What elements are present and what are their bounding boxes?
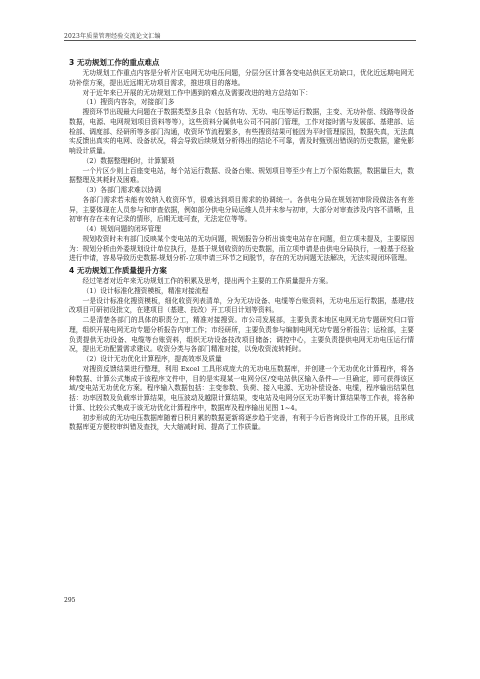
section-3-item-3-title: （3）各部门需求难以协调 [82, 186, 162, 194]
section-3-paragraph-1: 无功规划工作重点内容是分析片区电网无功电压问题，分层分区计算各变电站供区无功缺口，优化近远期电网无功补偿方案，提出近远期无功项目需求，推进项目的落地。 [69, 69, 414, 87]
section-3-item-2-body: 一个片区少则上百座变电站，每个站运行数据、设备台账、规划项目等至少有上万个原始数据，数据量巨大，数据整理及其耗时及困难。 [69, 166, 414, 185]
section-3-heading: 3 无功规划工作的重点难点 [69, 58, 160, 67]
section-4-paragraph-1: 经过笔者对近年来无功规划工作的积累及思考，提出两个主要的工作质量提升方案。 [82, 277, 333, 285]
section-3-item-4-body: 规划收资时未有部门反映某个变电站的无功问题，规划报告分析出该变电站存在问题，但立项未提及，主要原因为：规划分析由外委规划设计单位执行，是基于规划收资的历史数据，而立项申请是由供电分局执行，一般基于经验进行申请，容易导致历史数据-规划分析-立项申请三环节之间脱节，存在的无功问题无法解决，无法实现闭环管理。 [69, 234, 414, 263]
section-4-item-2-body-1: 对搜资反馈结果进行整理，利用 Excel 工具形成庞大的无功电压数据库，并创建一个无功优化计算程序，将各种数据、计算公式集成于该程序文件中，目的是实现某一电网分区/变电站供区输入条件—一旦确定，即可获得该区域/变电站无功优化方案。程序输入数据包括：主变参数、负荷、接入电源、无功补偿设备、电缆，程序输出结果包括：功率因数及负载率计算结果，电压波动及越限计算结果，变电站及电网分区无功平衡计算结果等工作表，将各种计算、比较公式集成于该无功优化计算程序中，数据库及程序输出见图 1~4。 [69, 364, 414, 412]
section-4-item-1-title: （1）设计标准化搜资模板，精准对接流程 [82, 286, 209, 295]
page-number: 295 [64, 597, 76, 604]
section-4-heading: 4 无功规划工作质量提升方案 [69, 266, 167, 275]
section-3-item-3-body: 各部门需求若未能有效纳入收资环节，很难达到项目需求的协调统一。各供电分局在规划初审阶段做法各有差异，主要体现在人员参与和审查依据，例如部分供电分局运维人员并未参与初审，大部分对审查涉及内容不清晰，且初审有存在未有记录的情形，后期无迹可查，无法定位等等。 [69, 195, 414, 224]
body-content [69, 56, 414, 433]
section-3-paragraph-2: 对于近年来已开展的无功规划工作中遇到的难点及需要改进的地方总结如下： [82, 88, 313, 97]
section-3-item-4-title: （4）规划问题的闭环管理 [82, 225, 162, 233]
section-3-item-1-title: （1）搜资内容杂，对接部门多 [82, 98, 175, 107]
section-4-item-1-body-2: 二是清楚各部门的具体的职责分工，精准对接搜资。市公司发展部，主要负责本地区电网无功专题研究归口管理，组织开展电网无功专题分析报告内审工作；市经研所，主要负责参与编制电网无功专题分析报告；运检部，主要负责提供无功设备、电缆等台账资料，组织无功设备技改项目储备；调控中心，主要负责提供电网无功电压运行情况，提出无功配置需求建议。收资分类与各部门精准对接，以免收资流转耗时。 [69, 316, 414, 354]
section-4-item-2-body-2: 初步形成的无功电压数据库随着日积月累的数据更新将逐步趋于完善，有利于今后咨询设计工作的开展，且形成数据库更方便校审纠错及查找，大大缩减时间、提高了工作质量。 [69, 413, 414, 432]
running-header: 2023年质量管理经验交流论文汇编 [64, 33, 161, 40]
section-4-item-1-body-1: 一是设计标准化搜资模板，细化收资列表清单，分为无功设备、电缆等台账资料，无功电压运行数据，基建/技改项目可研初设批文，在建项目（基建、技改）开工项目计划等资料。 [69, 296, 414, 315]
section-3-item-2-title: （2）数据整理耗时，计算繁琐 [82, 156, 175, 165]
section-3-item-1-body: 搜资环节出现最大问题在于数据类型多且杂（包括有功、无功、电压等运行数据，主变、无功补偿、线路等设备数据，电源、电网规划项目资料等等），这些资料分属供电公司不同部门管理，工作对接时需与发展部、基建部、运检部、调度部、经研所等多部门沟通，收资环节流程繁多，有些搜资结果可能因为平时管理原因，数据失真，无法真实反馈出真实的电网、设备状况，将会导致后续规划分析得出的结论不可靠，需及时甄别出错误的历史数据，避免影响设计质量。 [69, 108, 414, 155]
header-divider [64, 40, 416, 41]
section-4-item-2-title: （2）设计无功优化计算程序，提高效率及质量 [82, 355, 222, 363]
